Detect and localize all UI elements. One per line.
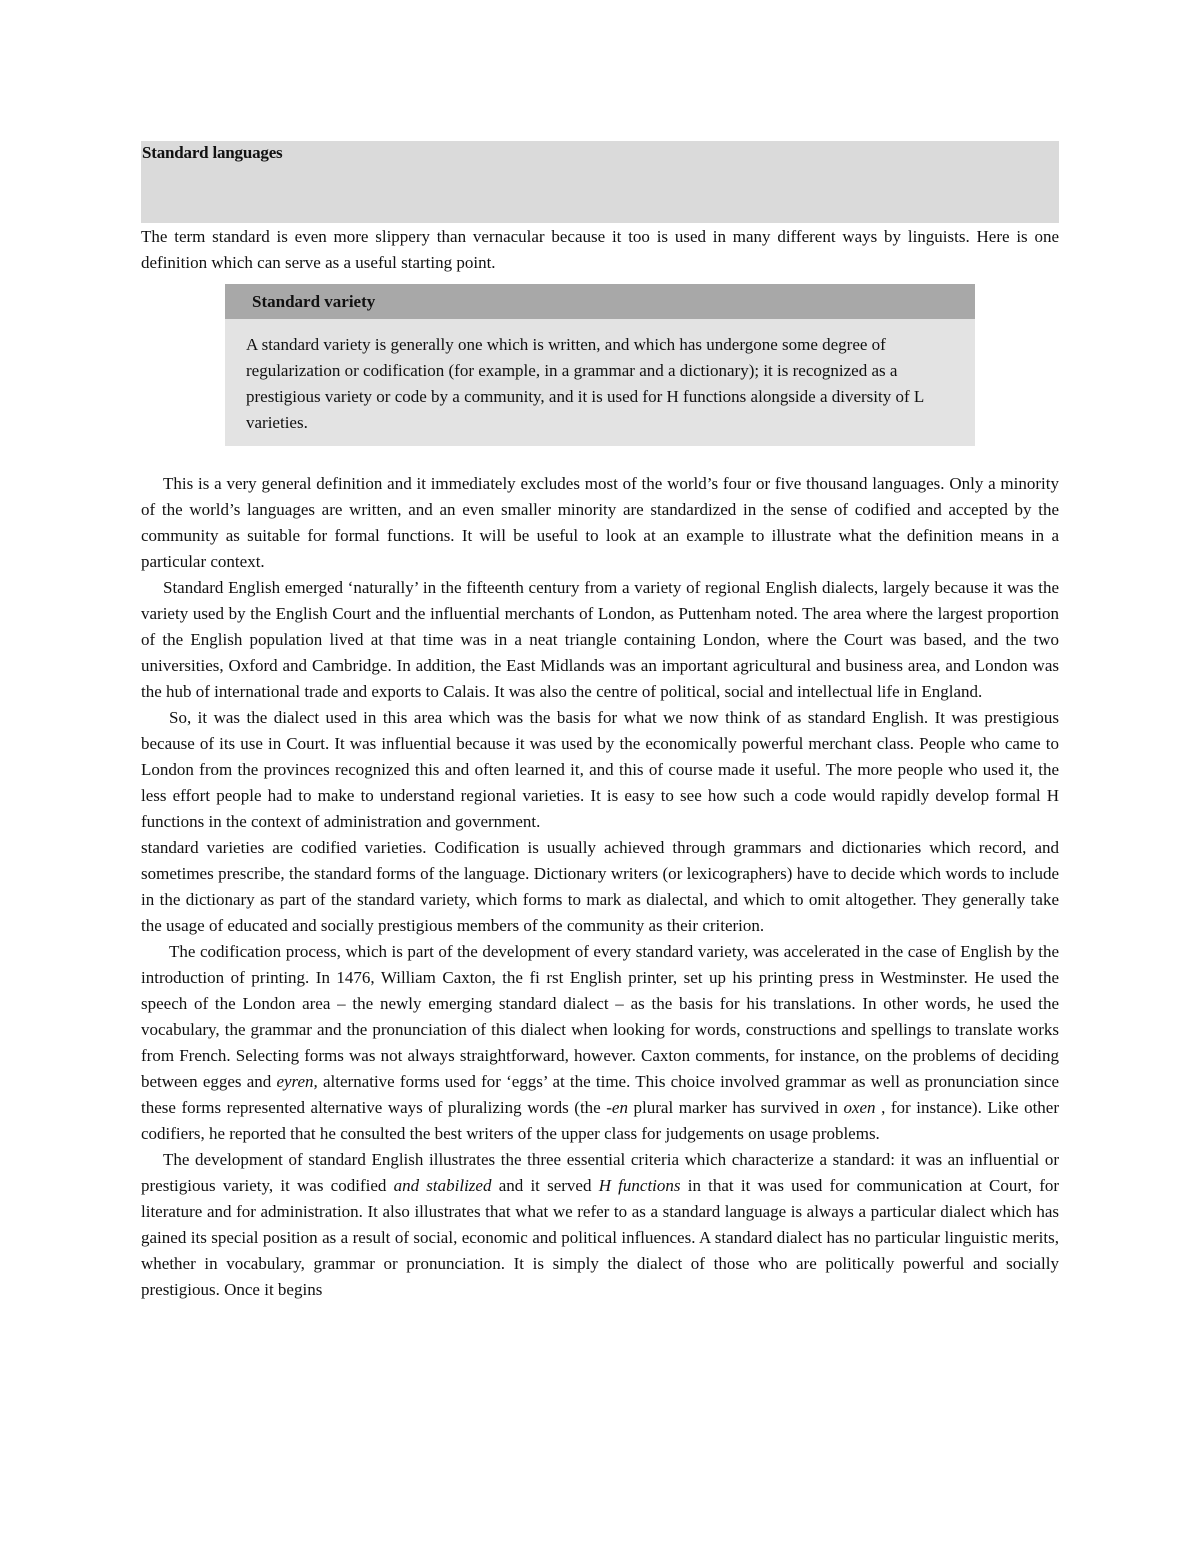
italic-oxen: oxen [843, 1098, 876, 1117]
definition-title: Standard variety [225, 284, 975, 319]
section-heading-box [141, 141, 1059, 223]
paragraph-5-text-3: plural marker has survived in [627, 1098, 844, 1117]
paragraph-6-text-1: The development of standard English illustrates the three essential criteria which characterize a standard: it was an influential or prestigious variety, it was codified [141, 1150, 1059, 1195]
paragraph-5-text-4: , for instance). Like other codifiers, he reported that he consulted the best writers of the upper class for judgements on usage problems. [141, 1098, 1060, 1143]
italic-and-stabilized: and stabilized [393, 1176, 492, 1195]
italic-eyren: eyren, [276, 1072, 318, 1091]
paragraph-5-text-2: alternative forms used for ‘eggs’ at the time. This choice involved grammar as well as pronunciation since these forms represented alternative ways of pluralizing words (the [141, 1072, 1060, 1117]
document-page [141, 141, 1059, 1303]
paragraph-6-text-2: and it served [491, 1176, 599, 1195]
paragraph-1: This is a very general definition and it immediately excludes most of the world’s four or five thousand languages. Only a minority of the world’s languages are written, and an even smaller minority are standardized in the sense of codified and accepted by the community as suitable for formal functions. It will be useful to look at an example to illustrate what the definition means in a particular context. [141, 474, 1059, 571]
paragraph-5-text-1: The codification process, which is part of the development of every standard variety, was accelerated in the case of English by the introduction of printing. In 1476, William Caxton, the fi rst English printer, set up his printing press in Westminster. He used the speech of the London area – the newly emerging standard dialect – as the basis for his translations. In other words, he used the vocabulary, the grammar and the pronunciation of this dialect when looking for words, constructions and spellings to translate works from French. Selecting forms was not always straightforward, however. Caxton comments, for instance, on the problems of deciding between egges and [141, 942, 1059, 1091]
section-title: Standard languages [142, 143, 283, 162]
paragraph-6-text-3: in that it was used for communication at Court, for literature and for administration. It also illustrates that what we refer to as a standard language is always a particular dialect which has gained its special position as a result of social, economic and political influences. A standard dialect has no particular linguistic merits, whether in vocabulary, grammar or pronunciation. It is simply the dialect of those who are politically powerful and socially prestigious. Once it begins [141, 1176, 1060, 1299]
paragraph-4: standard varieties are codified varieties. Codification is usually achieved through grammars and dictionaries which record, and sometimes prescribe, the standard forms of the language. Dictionary writers (or lexicographers) have to decide which words to include in the dictionary as part of the standard variety, which forms to mark as dialectal, and which to omit altogether. They generally take the usage of educated and socially prestigious members of the community as their criterion. [141, 838, 1059, 935]
definition-box [225, 284, 975, 446]
italic-h-functions: H functions [598, 1176, 681, 1195]
intro-paragraph: The term standard is even more slippery than vernacular because it too is used in many different ways by linguists. Here is one definition which can serve as a useful starting point. [141, 227, 1059, 272]
paragraph-3: So, it was the dialect used in this area which was the basis for what we now think of as standard English. It was prestigious because of its use in Court. It was influential because it was used by the economically powerful merchant class. People who came to London from the provinces recognized this and often learned it, and this of course made it useful. The more people who used it, the less effort people had to make to understand regional varieties. It is easy to see how such a code would rapidly develop formal H functions in the context of administration and government. [141, 708, 1059, 831]
body-text [141, 471, 1059, 1303]
italic-en-suffix: -en [606, 1098, 628, 1117]
paragraph-5 [141, 939, 1059, 1147]
definition-body: A standard variety is generally one which is written, and which has undergone some degree of regularization or codification (for example, in a grammar and a dictionary); it is recognized as a prestigious variety or code by a community, and it is used for H functions alongside a diversity of L varieties. [246, 335, 924, 432]
paragraph-2: Standard English emerged ‘naturally’ in the fifteenth century from a variety of regional English dialects, largely because it was the variety used by the English Court and the influential merchants of London, as Puttenham noted. The area where the largest proportion of the English population lived at that time was in a neat triangle containing London, where the Court was based, and the two universities, Oxford and Cambridge. In addition, the East Midlands was an important agricultural and business area, and London was the hub of international trade and exports to Calais. It was also the centre of political, social and intellectual life in England. [141, 578, 1059, 701]
paragraph-6 [141, 1147, 1059, 1303]
